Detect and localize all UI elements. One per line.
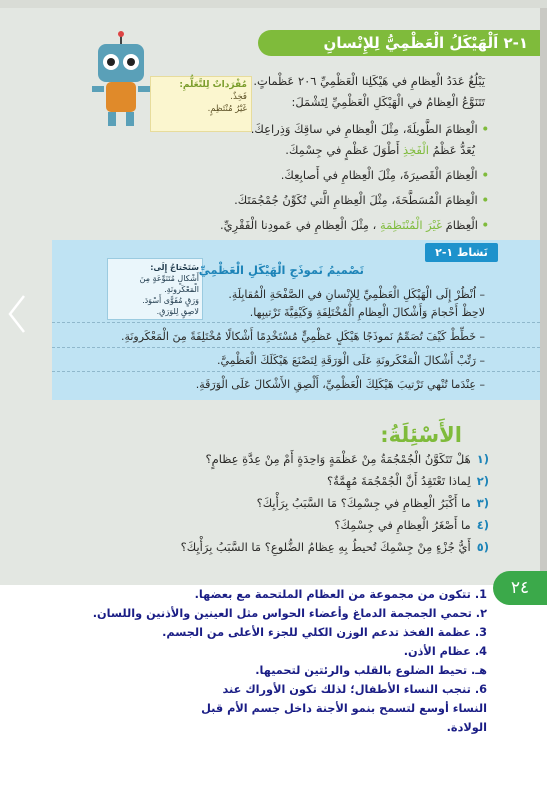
activity-step: – رَتِّبْ أَشْكالَ الْمَعْكَرونَةِ عَلَى الْوَرَقَةِ لِتَصْنَعَ هَيْكَلَكَ الْعَظْمِيَّ. <box>216 354 485 367</box>
answer-line: 1. تتكون من مجموعة من العظام الملتحمة مع بعضها. <box>194 588 487 601</box>
question-number: (٥ <box>476 540 489 554</box>
question-text: ما أَكْبَرُ الْعِظامِ في جِسْمِكَ؟ مَا السَّبَبُ بِرَأْيِكَ؟ <box>256 496 471 510</box>
question-number: (٣ <box>476 496 489 510</box>
page-number: ٢٤ <box>493 571 547 605</box>
bullet-dot: • <box>481 218 489 232</box>
bullet-item: • الْعِظامَ الْمُسَطَّحَةَ، مِثْلَ الْعِظامِ الَّتي تُكَوِّنُ جُمْجُمَتَكَ. <box>234 191 489 209</box>
vocab-item: غَيْرُ مُنْتَظِمٍ. <box>207 104 247 114</box>
vocab-word: غَيْرَ الْمُنْتَظِمَةِ <box>379 218 443 232</box>
question-number: (٤ <box>476 518 489 532</box>
answer-line: 4. عظام الأذن. <box>403 645 487 658</box>
question-text: ما أَصْغَرُ الْعِظامِ في جِسْمِكَ؟ <box>334 518 471 532</box>
materials-item: أَشْكالٍ مُتَنَوِّعَةٍ مِنَ الْمَعْكَرونَةِ. <box>139 274 199 294</box>
materials-item: لاصِقٍ لِلوَرَقِ. <box>156 307 199 316</box>
bullet-item: • الْعِظامَ الطَّويلَةَ، مِثْلَ الْعِظامِ في ساقِكَ وَذِراعِكَ. <box>251 120 489 138</box>
question-number: (١ <box>476 452 489 466</box>
lesson-title: ١-٢ اَلْهَيْكَلُ الْعَظْمِيُّ لِلإِنْسانِ <box>258 30 540 56</box>
answer-line: 3. عظمة الفخذ تدعم الوزن الكلي للجزء الأعلى من الجسم. <box>162 626 487 639</box>
divider <box>52 347 540 348</box>
answer-line: النساء أوسع لتسمح بنمو الأجنة داخل جسم الأم قبل <box>201 702 487 715</box>
intro-line: تَتَنَوَّعُ الْعِظامُ في الْهَيْكَلِ الْعَظْمِيِّ لِتَشْمَلَ: <box>291 95 485 109</box>
chevron-left-icon[interactable] <box>6 292 28 336</box>
vocab-title: مُفْرَداتٌ لِلتَّعَلُّمِ: <box>179 80 247 90</box>
question-item <box>334 518 489 532</box>
question-text: هَلْ تَتَكَوَّنُ الْجُمْجُمَةُ مِنْ عَظْمَةٍ وَاحِدَةٍ أَمْ مِنْ عِدَّةِ عِظامٍ؟ <box>205 452 471 466</box>
materials-item: وَرَقٍ مُقَوًّى أَسْوَدَ. <box>142 296 199 305</box>
answer-line: الولادة. <box>446 721 487 734</box>
activity-step: لاحِظْ أَحْجامَ وَأَشْكالَ الْعِظامِ الْمُخْتَلِفَةِ وَكَيْفِيَّةَ تَرْتيبِها. <box>249 306 485 319</box>
answer-line: ٢. تحمي الجمجمة الدماغ وأعضاء الحواس مثل العينين والأذنين واللسان. <box>92 607 487 620</box>
question-item <box>205 452 489 466</box>
activity-title: تَصْميمُ نَموذَجِ الْهَيْكَلِ الْعَظْمِيِّ <box>198 263 364 277</box>
robot-mascot-icon <box>88 30 154 130</box>
question-item <box>327 474 489 488</box>
activity-tab: نَشاط ١-٢ <box>425 243 498 262</box>
vocab-item: فَخِذٌ. <box>230 92 247 102</box>
question-item <box>181 540 489 554</box>
bullet-item: • الْعِظامَ الْقَصيرَةَ، مِثْلَ الْعِظامِ في أَصابِعِكَ. <box>281 166 489 184</box>
question-text: أَيُّ جُزْءٍ مِنْ جِسْمِكَ تُحيطُ بِهِ عِظامُ الضُّلوعِ؟ مَا السَّبَبُ بِرَأْيِكَ؟ <box>180 540 471 554</box>
questions-heading: الأَسْئِلَةُ: <box>380 423 462 447</box>
bullet-subline <box>285 141 475 159</box>
text-span: يُعَدُّ عَظْمُ <box>432 143 475 157</box>
divider <box>52 322 540 323</box>
intro-line: يَبْلُغُ عَدَدُ الْعِظامِ في هَيْكَلِنا الْعَظْمِيِّ ٢٠٦ عَظْماتٍ. <box>253 74 485 88</box>
materials-title: سَتَحْتاجُ إِلَى: <box>150 263 199 272</box>
page-edge <box>540 8 547 585</box>
question-text: لِماذا تَعْتَقِدُ أَنَّ الْجُمْجُمَةَ مُهِمَّةٌ؟ <box>327 474 471 488</box>
vocabulary-box <box>150 76 252 132</box>
divider <box>52 371 540 372</box>
activity-step: – اُنْظُرْ إِلَى الْهَيْكَلِ الْعَظْمِيِّ لِلإِنْسانِ في الصَّفْحَةِ الْمُقابِلَةِ. <box>228 288 485 301</box>
text-span: ، مِثْلَ الْعِظامِ في عَمودِنا الْفَقْرِيِّ. <box>220 218 377 232</box>
answer-line: هـ. تحيط الضلوع بالقلب والرئتين لتحميها. <box>255 664 487 677</box>
text-span: الْعِظامَ <box>445 218 478 232</box>
question-item <box>257 496 489 510</box>
text-span: أَطْوَلَ عَظْمٍ في جِسْمِكَ. <box>285 143 400 157</box>
answer-line: 6. تنجب النساء الأطفال؛ لذلك تكون الأوراك عند <box>222 683 487 696</box>
vocab-word: الْفَخِذِ <box>402 143 429 157</box>
bullet-item <box>220 216 489 234</box>
activity-step: – عِنْدَما تُنْهي تَرْتيبَ هَيْكَلِكَ الْعَظْمِيِّ، أَلْصِقِ الأَشْكالَ عَلَى الْوَرَقَةِ. <box>195 378 485 391</box>
activity-step: – خَطِّطْ كَيْفَ تُصَمِّمُ نَموذَجًا هَيْكَلٍ عَظْمِيٍّ مُسْتَخْدِمًا أَشْكالًا مُخْتَلِفَةً مِنَ الْمَعْكَرونَةِ. <box>120 330 485 343</box>
question-number: (٢ <box>476 474 489 488</box>
materials-box <box>107 258 203 320</box>
